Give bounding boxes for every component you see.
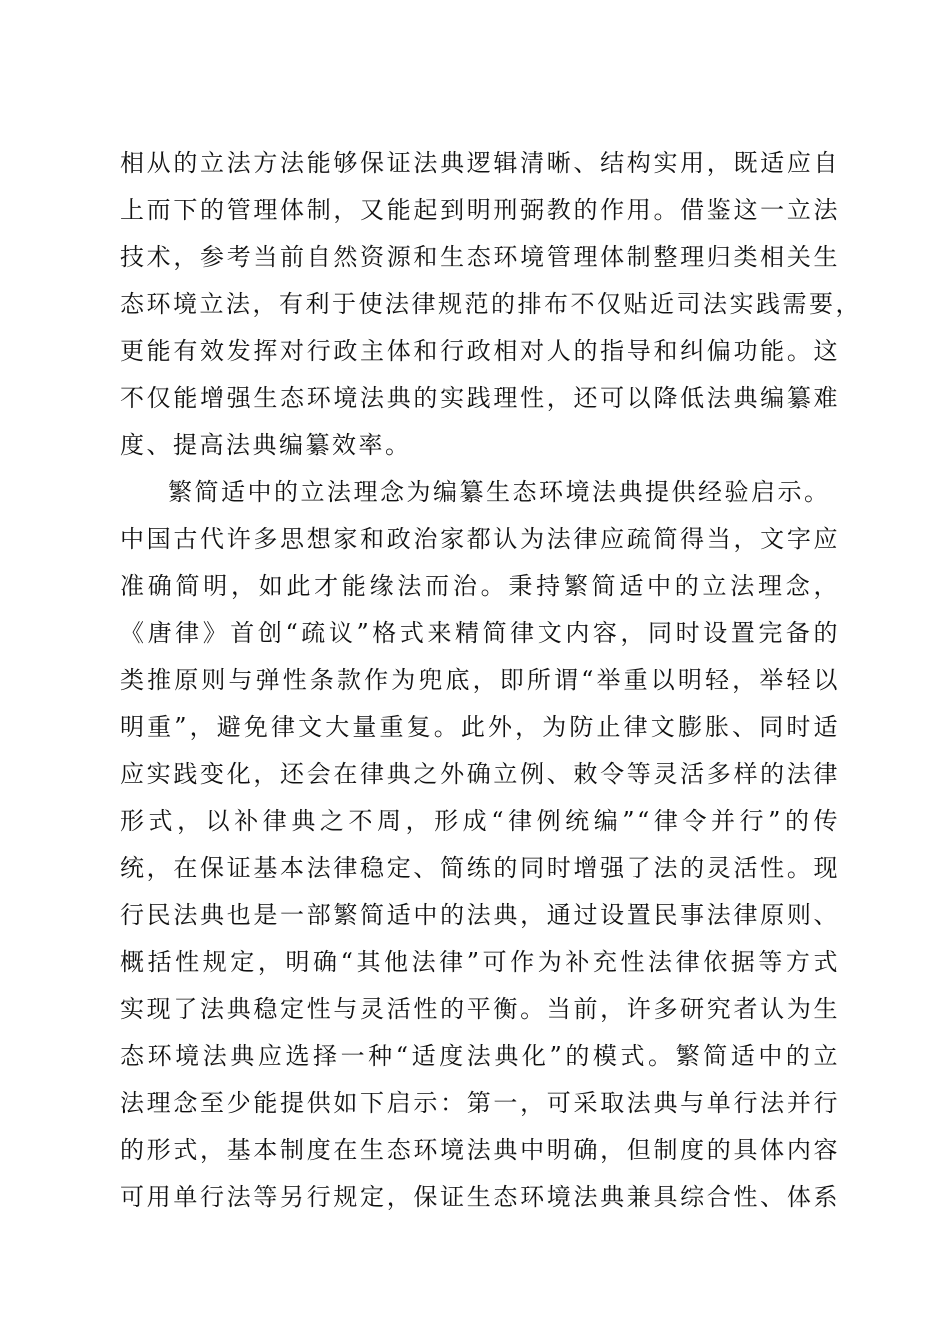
text-line-5: 更能有效发挥对行政主体和行政相对人的指导和纠偏功能。这 [120,337,840,365]
text-line-6: 不仅能增强生态环境法典的实践理性，还可以降低法典编纂难 [120,384,840,412]
text-line-11: 《唐律》首创“疏议”格式来精简律文内容，同时设置完备的 [120,619,840,647]
text-line-9: 中国古代许多思想家和政治家都认为法律应疏简得当，文字应 [120,525,840,553]
text-line-3: 技术，参考当前自然资源和生态环境管理体制整理归类相关生 [120,243,840,271]
text-line-22: 的形式，基本制度在生态环境法典中明确，但制度的具体内容 [120,1136,840,1164]
text-line-21: 法理念至少能提供如下启示：第一，可采取法典与单行法并行 [120,1089,840,1117]
text-line-4: 态环境立法，有利于使法律规范的排布不仅贴近司法实践需要， [120,290,862,318]
text-line-20: 态环境法典应选择一种“适度法典化”的模式。繁简适中的立 [120,1042,840,1070]
text-line-15: 形式，以补律典之不周，形成“律例统编”“律令并行”的传 [120,807,840,835]
text-line-1: 相从的立法方法能够保证法典逻辑清晰、结构实用，既适应自 [120,149,840,177]
text-line-12: 类推原则与弹性条款作为兜底，即所谓“举重以明轻，举轻以 [120,666,840,694]
text-line-17: 行民法典也是一部繁简适中的法典，通过设置民事法律原则、 [120,901,840,929]
text-line-16: 统，在保证基本法律稳定、简练的同时增强了法的灵活性。现 [120,854,840,882]
text-line-2: 上而下的管理体制，又能起到明刑弼教的作用。借鉴这一立法 [120,196,840,224]
text-line-18: 概括性规定，明确“其他法律”可作为补充性法律依据等方式 [120,948,840,976]
body-text [120,140,862,1221]
text-line-14: 应实践变化，还会在律典之外确立例、敕令等灵活多样的法律 [120,760,840,788]
text-line-13: 明重”，避免律文大量重复。此外，为防止律文膨胀、同时适 [120,713,840,741]
text-line-10: 准确简明，如此才能缘法而治。秉持繁简适中的立法理念， [120,572,840,600]
text-line-23: 可用单行法等另行规定，保证生态环境法典兼具综合性、体系 [120,1183,840,1211]
text-line-8: 繁简适中的立法理念为编纂生态环境法典提供经验启示。 [168,478,831,506]
text-line-7: 度、提高法典编纂效率。 [120,431,412,459]
text-line-19: 实现了法典稳定性与灵活性的平衡。当前，许多研究者认为生 [120,995,840,1023]
